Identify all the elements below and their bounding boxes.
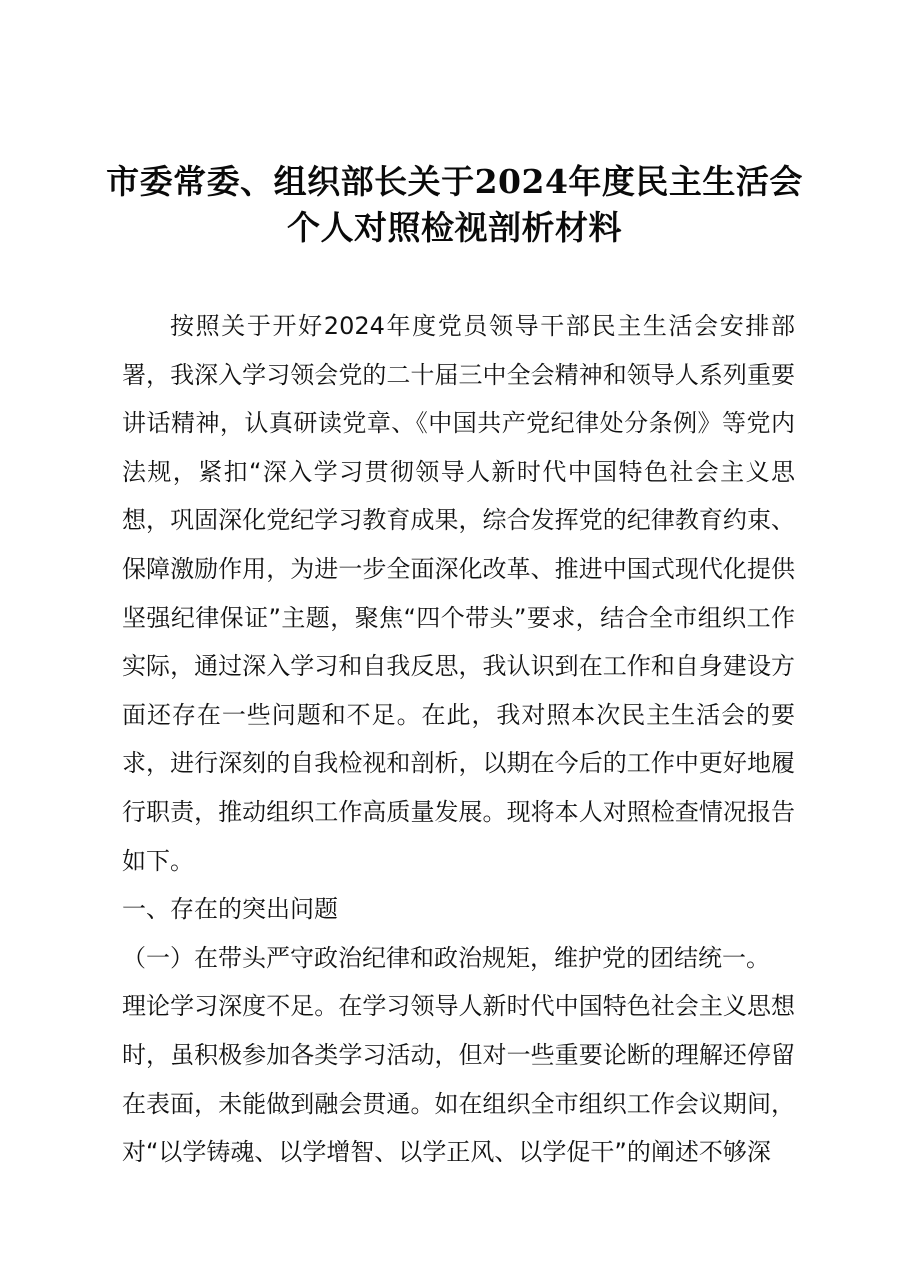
intro-paragraph: 按照关于开好2024年度党员领导干部民主生活会安排部署，我深入学习领会党的二十届三中全会精神和领导人系列重要讲话精神，认真研读党章、《中国共产党纪律处分条例》等党内法规，紧扣“深入学习贯彻领导人新时代中国特色社会主义思想，巩固深化党纪学习教育成果，综合发挥党的纪律教育约束、保障激励作用，为进一步全面深化改革、推进中国式现代化提供坚强纪律保证”主题，聚焦“四个带头”要求，结合全市组织工作实际，通过深入学习和自我反思，我认识到在工作和自身建设方面还存在一些问题和不足。在此，我对照本次民主生活会的要求，进行深刻的自我检视和剖析，以期在今后的工作中更好地履行职责，推动组织工作高质量发展。现将本人对照检查情况报告如下。 [122, 312, 795, 875]
document-title-line1: 市委常委、组织部长关于2024年度民主生活会 [106, 162, 803, 201]
subsection-paragraph: 理论学习深度不足。在学习领导人新时代中国特色社会主义思想时，虽积极参加各类学习活动，但对一些重要论断的理解还停留在表面，未能做到融会贯通。如在组织全市组织工作会议期间，对“以学铸魂、以学增智、以学正风、以学促干”的阐述不够深 [122, 992, 795, 1167]
section-heading: 一、存在的突出问题 [122, 895, 338, 924]
document-body [122, 302, 795, 1177]
document-title-line2: 个人对照检视剖析材料 [287, 208, 622, 247]
subsection-heading: （一）在带头严守政治纪律和政治规矩，维护党的团结统一。 [122, 943, 770, 972]
